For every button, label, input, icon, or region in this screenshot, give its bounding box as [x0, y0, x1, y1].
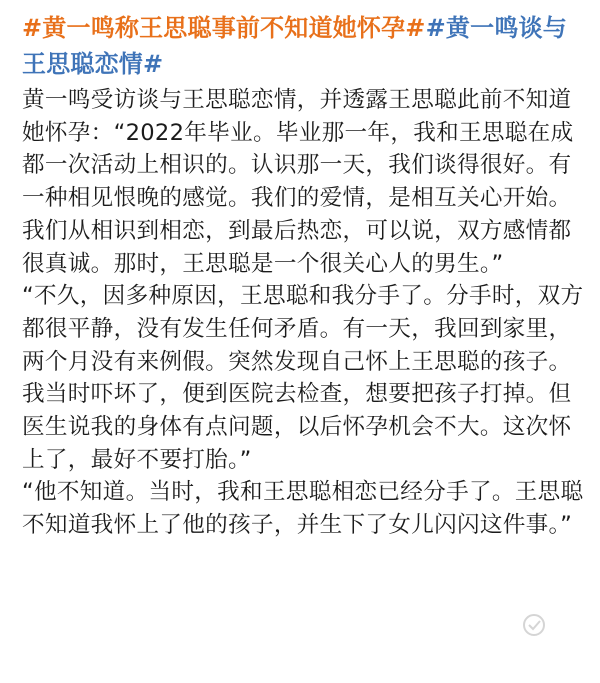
post-hashtags — [22, 10, 588, 82]
hashtag-link[interactable]: #黄一鸣称王思聪事前不知道她怀孕# — [22, 14, 426, 42]
post-content — [22, 10, 588, 542]
post-paragraph: “他不知道。当时，我和王思聪相恋已经分手了。王思聪不知道我怀上了他的孩子，并生下了女儿闪闪这件事。” — [22, 479, 584, 539]
post-paragraph: 黄一鸣受访谈与王思聪恋情，并透露王思聪此前不知道她怀孕：“2022年毕业。毕业那一年，我和王思聪在成都一次活动上相识的。认识那一天，我们谈得很好。有一种相见恨晚的感觉。我们的爱情，是相互关心开始。我们从相识到相恋，到最后热恋，可以说，双方感情都很真诚。那时，王思聪是一个很关心人的男生。” — [22, 87, 574, 277]
watermark-icon — [520, 612, 548, 638]
post-paragraph: “不久，因多种原因，王思聪和我分手了。分手时，双方都很平静，没有发生任何矛盾。有一天，我回到家里，两个月没有来例假。突然发现自己怀上王思聪的孩子。我当时吓坏了，便到医院去检查，想要把孩子打掉。但医生说我的身体有点问题，以后怀孕机会不大。这次怀上了，最好不要打胎。” — [22, 283, 584, 473]
hashtag-link[interactable]: #黄一鸣谈与王思聪恋情# — [22, 14, 567, 78]
